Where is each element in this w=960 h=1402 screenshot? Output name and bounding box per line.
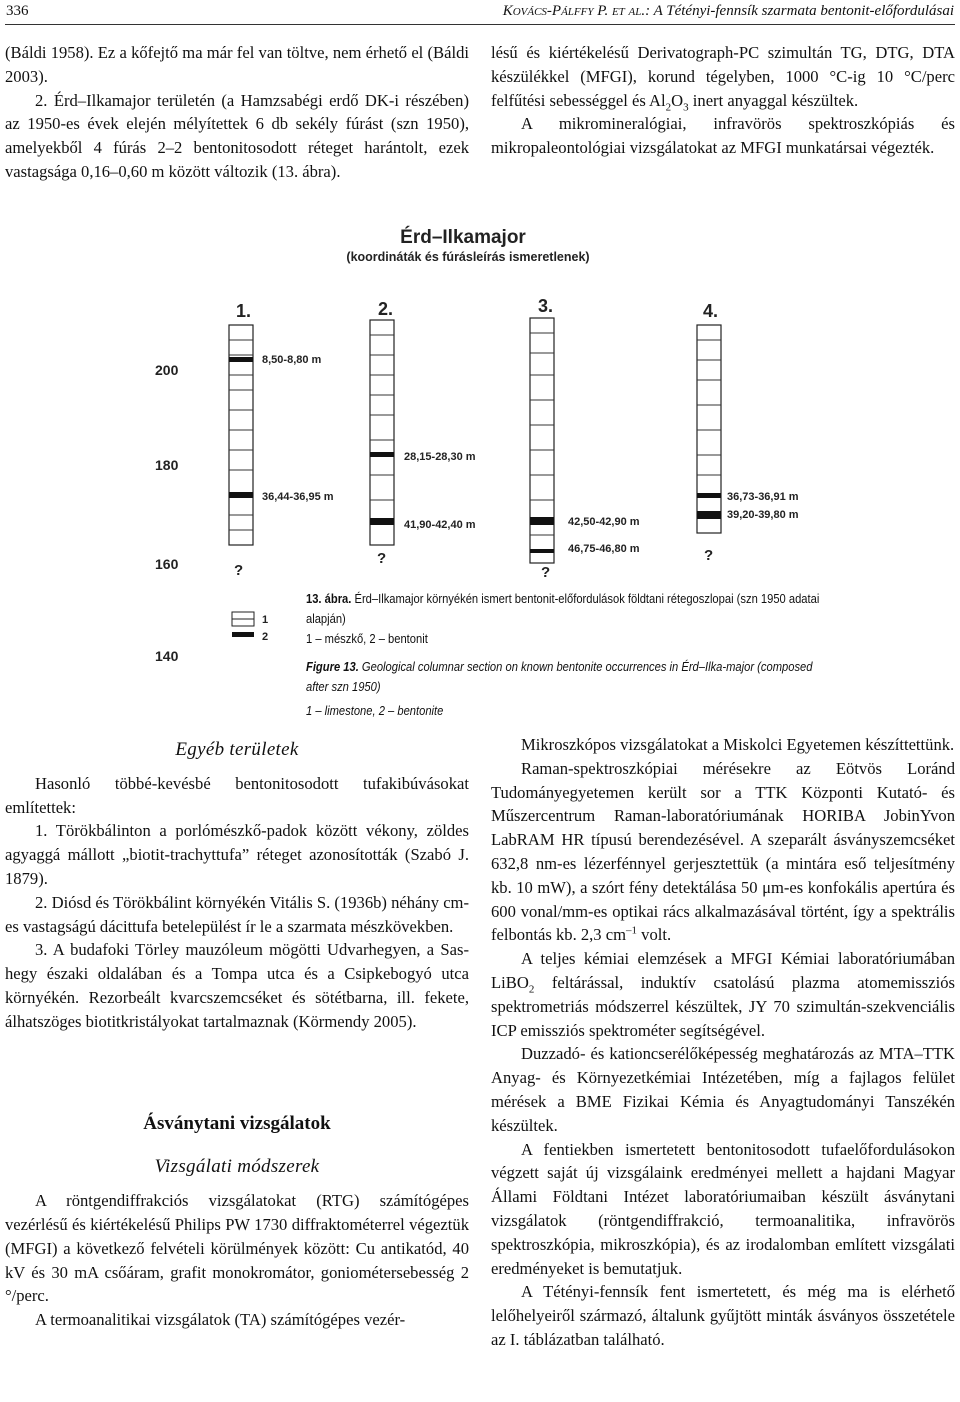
header-rule (5, 24, 955, 25)
elevation-200: 200 (155, 362, 179, 378)
caption-hu-text: Érd–Ilkamajor környékén ismert bentonit-előfordulások földtani rétegoszlopai (szn 1950 adatai alapján) (306, 591, 820, 626)
column-label-4: 4. (703, 301, 719, 321)
chemistry-text-a: A teljes kémiai elemzések a MFGI Kémiai laboratóriumában LiBO (491, 949, 955, 992)
depth-label-3b: 46,75-46,80 m (568, 543, 640, 555)
depth-label-2b: 41,90-42,40 m (404, 519, 476, 531)
raman-text-b: volt. (637, 925, 672, 945)
raman-superscript: –1 (626, 924, 638, 937)
paragraph-thermal: A termoanalitikai vizsgálatok (TA) számítógépes vezér- (35, 1310, 406, 1330)
caption-en-text: Geological columnar section on known bentonite occurrences in Érd–Ilka-major (composed after szn 1950) (306, 659, 813, 694)
depth-label-3a: 42,50-42,90 m (568, 516, 640, 528)
heading-mineralogy: Ásványtani vizsgálatok (143, 1112, 331, 1134)
running-title (503, 3, 954, 20)
paragraph-chemistry (491, 947, 955, 1042)
caption-hu-legend: 1 – mészkő, 2 – bentonit (306, 631, 428, 646)
unknown-mark-col4: ? (704, 547, 714, 564)
depth-label-2a: 28,15-28,30 m (404, 451, 476, 463)
derivatograph-text-a: lésű és kiértékelésű Derivatograph-PC szimultán TG, DTG, DTA készülékkel (MFGI), korund tégelyben, 1000 °C-ig 10 °C/perc felfűtési sebességgel és Al (491, 43, 955, 110)
depth-label-4a: 36,73-36,91 m (727, 491, 799, 503)
caption-en (306, 657, 822, 697)
column-label-3: 3. (538, 296, 554, 316)
derivatograph-text-b: O (671, 90, 684, 110)
subscript-3: 3 (683, 100, 689, 113)
column-label-2: 2. (378, 299, 394, 319)
left-top-column (5, 41, 469, 184)
paragraph-derivatograph (491, 41, 955, 112)
paragraph-erd-ilkamajor: 2. Érd–Ilkamajor területén (a Hamzsabégi erdő DK-i részében) az 1950-es évek elején mélyítettek 6 db sekély fúrást (szn 1950), amelyekből 4 fúrás 2–2 bentonitosodott réteget harántolt, ezek vastagsága 0,16–0,60 m között változik (13. ábra). (5, 90, 469, 181)
subscript-2: 2 (665, 100, 672, 113)
paragraph-swelling: Duzzadó- és kationcserélőképesség meghatározás az MTA–TTK Anyag- és Környezetkémiai Intézetében, míg a fajlagos felület mérések a BME Fizikai Kémia és Anyagtudományi Tanszékén készültek. (491, 1044, 955, 1135)
raman-text-a: Raman-spektroszkópiai mérésekre az Eötvös Loránd Tudományegyetemen került sor a TTK Központi Kutató- és Műszercentrum Raman-laboratóriumának HORIBA JobinYvon LabRAM HR típusú berendezésével. A szeparált ásványszemcséket 632,8 nm-es lézerfénnyel gerjesztettük (a mintára eső teljesítmény kb. 10 mW), a szórt fény detektálása 50 μm-es konfokális apertúra és 600 vonal/mm-es optikai rács alkalmazásával történt, így a spektrális felbontás kb. 2,3 cm (491, 758, 955, 945)
caption-en-legend: 1 – limestone, 2 – bentonite (306, 703, 444, 718)
borehole-column-1 (229, 325, 253, 545)
paragraph-budafok: 3. A budafoki Törley mauzóleum mögötti Udvarhegyen, a Sas-hegy északi oldalában és a Tompa utca és a Csipkebogyó utca környékén. Rezorbeált kvarcszemcséket és sötétbarna, ill. fekete, álhatszöges biotitkristályokat tartalmaznak (Körmendy 2005). (5, 940, 469, 1031)
borehole-column-4 (697, 325, 721, 533)
paragraph-baldi: (Báldi 1958). Ez a kőfejtő ma már fel van töltve, nem érhető el (Báldi 2003). (5, 43, 469, 86)
figure-subtitle: (koordináták és fúrásleírás ismeretlenek) (346, 250, 590, 264)
caption-hu-label: 13. ábra. (306, 591, 352, 606)
paragraph-raman (491, 757, 955, 947)
caption-en-label: Figure 13. (306, 659, 359, 674)
right-bottom-column (491, 733, 955, 1352)
unknown-mark-col3: ? (541, 564, 551, 581)
depth-label-1b: 36,44-36,95 m (262, 491, 334, 503)
legend-label-1: 1 (262, 614, 269, 626)
depth-label-1a: 8,50-8,80 m (262, 354, 322, 366)
paragraph-diosd: 2. Diósd és Törökbálint környékén Vitális S. (1936b) néhány cm-es vastagságú dácittufa betelepülést ír le a szarmata mészkövekben. (5, 892, 469, 936)
chemistry-text-b: feltárással, induktív csatolású plazma atomemissziós spektrometriás módszerrel készültek, JY 70 szimultán-szekvenciális ICP emissziós spektrométer segítségével. (491, 972, 955, 1040)
paragraph-results: A fentiekben ismertetett bentonitosodott tufaelőfordulásokon végzett saját új vizsgálaink eredményei mellett a hajdani Magyar Állami Földtani Intézet laboratóriumaiban készült ásványtani vizsgálatok (röntgendiffrakció, termoanalitika, infravörös spektroszkópia, mikroszkópia), és az irodalomban említett vizsgálati eredményeket is bemutatjuk. (491, 1139, 955, 1278)
running-title-text: : A Tétényi-fennsík szarmata bentonit-előfordulásai (645, 3, 954, 19)
right-top-column (491, 41, 955, 160)
derivatograph-text-c: inert anyaggal készültek. (688, 90, 859, 110)
borehole-column-3 (530, 318, 554, 563)
unknown-mark-col1: ? (234, 562, 244, 579)
paragraph-table-ref: A Tétényi-fennsík fent ismertetett, és még ma is elérhető lelőhelyeiről származó, általunk gyűjtött minták ásványos összetétele az I. táblázatban található. (491, 1282, 955, 1349)
elevation-140: 140 (155, 648, 179, 664)
running-title-authors: Kovács-Pálffy P. et al. (502, 3, 646, 19)
paragraph-micromineralogy: A mikromineralógiai, infravörös spektroszkópiás és mikropaleontológiai vizsgálatokat az MFGI munkatársai végezték. (491, 114, 955, 158)
heading-other-areas: Egyéb területek (175, 739, 299, 760)
figure-title: Érd–Ilkamajor (400, 227, 526, 248)
paragraph-microscopy: Mikroszkópos vizsgálatokat a Miskolci Egyetemen készíttettünk. (521, 735, 955, 754)
heading-methods: Vizsgálati módszerek (154, 1156, 320, 1178)
page-number: 336 (6, 3, 29, 19)
unknown-mark-col2: ? (377, 550, 387, 567)
paragraph-torokbalint: 1. Törökbálinton a porlómészkő-padok között vékony, zöldes agyaggá mállott „biotit-trachyttufa” réteget azonosították (Szabó J. 1879). (5, 821, 469, 888)
legend-label-2: 2 (262, 631, 269, 643)
paragraph-intro: Hasonló többé-kevésbé bentonitosodott tufakibúvásokat említettek: (5, 773, 469, 817)
elevation-160: 160 (155, 556, 179, 572)
column-label-1: 1. (236, 301, 252, 321)
chemistry-subscript: 2 (528, 983, 535, 996)
caption-hu (306, 589, 822, 629)
legend (232, 612, 254, 637)
figure-caption (306, 589, 822, 721)
left-bottom-column (5, 738, 469, 1332)
elevation-180: 180 (155, 457, 179, 473)
depth-label-4b: 39,20-39,80 m (727, 509, 799, 521)
paragraph-xrd: A röntgendiffrakciós vizsgálatokat (RTG) számítógépes vezérlésű és kiértékelésű Philips PW 1730 diffraktométerrel végeztük (MFGI) a következő felvételi körülmények között: Cu antikatód, 40 kV és 30 mA csőáram, grafit monokromátor, goniométersebesség 2 °/perc. (5, 1191, 469, 1306)
borehole-column-2 (370, 320, 394, 545)
